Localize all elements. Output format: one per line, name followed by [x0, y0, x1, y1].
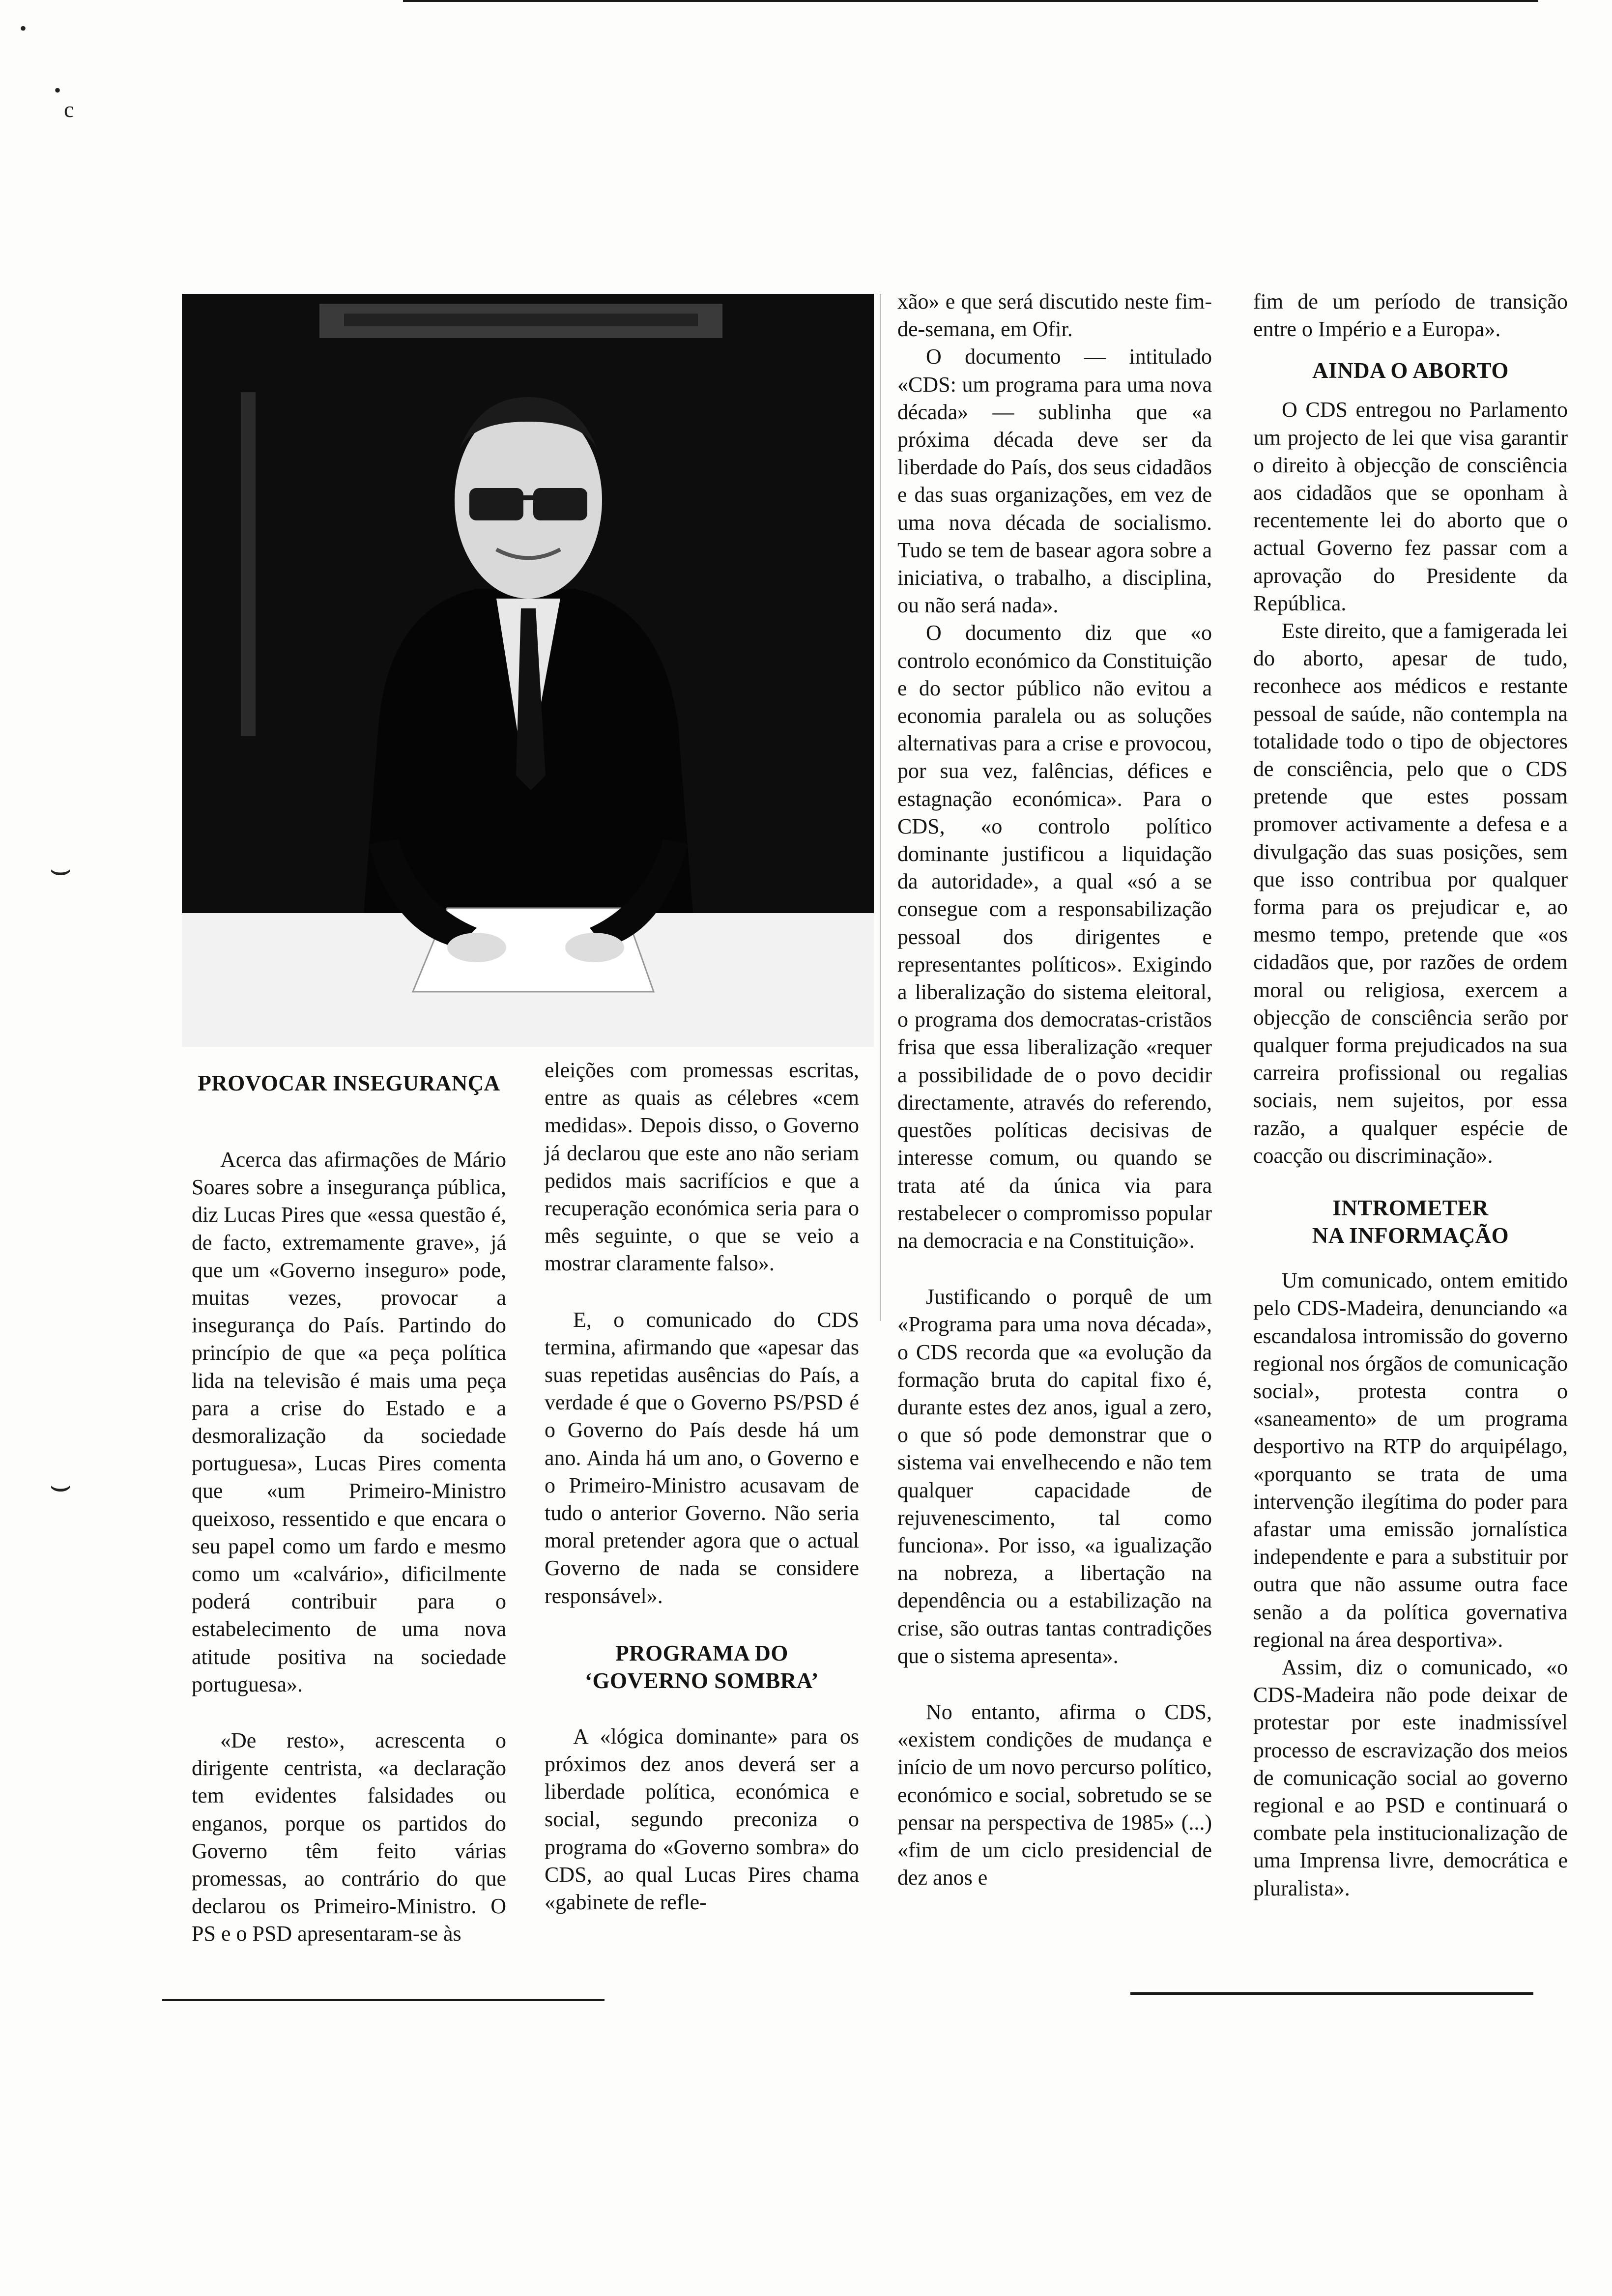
heading-programa-governo-sombra [545, 1639, 859, 1694]
paragraph: Este direito, que a famigerada lei do aborto, apesar de tudo, reconhece aos médicos e restante pessoal de saúde, não contempla na totalidade todo o tipo de objectores de consciência, pelo que o CDS pretende que estes possam promover activamente a defesa e a divulgação das suas posições, sem que isso contribua por qualquer forma para os prejudicar e, ao mesmo tempo, pretende que «os cidadãos que, por razões de ordem moral ou religiosa, exercem a objecção de consciência serão por qualquer forma prejudicados na sua carreira profissional ou regalias sociais, nem sujeitos, por essa razão, a qualquer espécie de coacção ou discriminação». [1253, 619, 1568, 1168]
heading-line: ‘GOVERNO SOMBRA’ [585, 1668, 819, 1693]
scan-dot: • [54, 79, 61, 101]
column-divider-mid [880, 294, 881, 1321]
paragraph: Um comunicado, ontem emitido pelo CDS-Madeira, denunciando «a escandalosa intromissão do governo regional nos órgãos de comunicação social», protesta contra o «saneamento» de um programa desportivo na RTP do arquipélago, «porquanto se trata de uma intervenção ilegítima do poder para afastar uma emissão jornalística independente e para a substituir por outra que não assume outra face senão a da política governativa regional na área desportiva». [1253, 1268, 1568, 1652]
scan-dot: • [20, 17, 27, 39]
paragraph: E, o comunicado do CDS termina, afirmando que «apesar das suas repetidas ausências do País, a verdade é que o Governo PS/PSD é o Governo do País desde há um ano. Ainda há um ano, o Governo e o Primeiro-Ministro acusavam de tudo o anterior Governo. Não seria moral pretender agora que o actual Governo de nada se considere responsável». [545, 1307, 859, 1608]
heading-intrometer-na-informacao [1253, 1194, 1568, 1249]
paragraph: Assim, diz o comunicado, «o CDS-Madeira não pode deixar de protestar por este inadmissível processo de escravização dos meios de comunicação social ao governo regional e ao PSD e continuará o combate pela institucionalização de uma Imprensa livre, democrática e pluralista». [1253, 1655, 1568, 1900]
paragraph: fim de um período de transição entre o Império e a Europa». [1253, 289, 1568, 342]
heading-line: PROGRAMA DO [615, 1640, 788, 1665]
column-1 [192, 1069, 506, 1948]
paragraph: xão» e que será discutido neste fim-de-semana, em Ofir. [897, 289, 1212, 342]
heading-line: NA INFORMAÇÃO [1312, 1223, 1509, 1248]
paragraph: Justificando o porquê de um «Programa para uma nova década», o CDS recorda que «a evolução da formação bruta do capital fixo é, durante estes dez anos, igual a zero, o que só pode demonstrar que o sistema vai envelhecendo e não tem qualquer capacidade de rejuvenescimento, tal como funciona». Por isso, «a igualização na nobreza, a libertação na dependência ou a estabilização na crise, são outras tantas contradições que o sistema apresenta». [897, 1285, 1212, 1668]
paragraph: No entanto, afirma o CDS, «existem condições de mudança e início de um novo percurso político, económico e social, sobretudo se se pensar na perspectiva de 1985» (...) «fim de um ciclo presidencial de dez anos e [897, 1699, 1212, 1890]
paragraph: A «lógica dominante» para os próximos dez anos deverá ser a liberdade política, económica e social, segundo preconiza o programa do «Governo sombra» do CDS, ao qual Lucas Pires chama «gabinete de refle- [545, 1724, 859, 1915]
column-2 [545, 1057, 859, 1916]
binding-ring-mark: c [64, 97, 74, 122]
binding-hole-mark: ⌣ [49, 851, 72, 889]
paragraph: O CDS entregou no Parlamento um projecto de lei que visa garantir o direito à objecção de consciência aos cidadãos que se oponham à recentemente lei do aborto que o actual Governo fez passar com a aprovação do Presidente da República. [1253, 398, 1568, 615]
heading-line: INTROMETER [1332, 1196, 1489, 1221]
binding-hole-mark: ⌣ [49, 1467, 72, 1505]
paragraph: O documento — intitulado «CDS: um programa para uma nova década» — sublinha que «a próxima década deve ser da liberdade do País, dos seus cidadãos e das suas organizações, em vez de uma nova década de socialismo. Tudo se tem de basear agora sobre a iniciativa, o trabalho, a disciplina, ou não será nada». [897, 344, 1212, 618]
paragraph: eleições com promessas escritas, entre as quais as célebres «cem medidas». Depois disso, o Governo já declarou que este ano não seriam pedidos mais sacrifícios e que a recuperação económica seria para o mês seguinte, o que se veio a mostrar claramente falso». [545, 1058, 859, 1276]
paragraph: Acerca das afirmações de Mário Soares sobre a insegurança pública, diz Lucas Pires que «essa questão é, de facto, extremamente grave», já que um «Governo inseguro» pode, muitas vezes, provocar a insegurança do País. Partindo do princípio de que «a peça política lida na televisão é mais uma peça para a crise do Estado e a desmoralização da sociedade portuguesa», Lucas Pires comenta que «um Primeiro-Ministro queixoso, ressentido e que encara o seu papel como um fardo e mesmo como um «calvário», dificilmente poderá contribuir para o estabelecimento de uma nova atitude positiva na sociedade portuguesa». [192, 1148, 506, 1696]
bottom-rule-left [162, 1999, 604, 2001]
column-4 [1253, 288, 1568, 1902]
heading-provocar-inseguranca: PROVOCAR INSEGURANÇA [198, 1071, 500, 1095]
top-rule [403, 0, 1538, 2]
photo-man-at-desk [182, 294, 874, 1047]
paragraph: O documento diz que «o controlo económico da Constituição e do sector público não evitou a economia paralela ou as soluções alternativas para a crise e provocou, por sua vez, falências, défices e estagnação económica». Para o CDS, «o controlo político dominante justificou a liquidação da autoridade», a qual «só a se consegue com a responsabilização pessoal dos dirigentes e representantes políticos». Exigindo a liberalização do sistema eleitoral, o programa dos democratas-cristãos frisa que essa liberalização «requer a possibilidade de o povo decidir directamente, através do referendo, questões políticas decisivas de interesse comum, ou quando se trata até da única via para restabelecer o compromisso popular na democracia e na Constituição». [897, 621, 1212, 1253]
column-3 [897, 288, 1212, 1892]
photo-illustration [182, 294, 874, 1047]
heading-ainda-o-aborto: AINDA O ABORTO [1312, 358, 1509, 383]
paragraph: «De resto», acrescenta o dirigente centrista, «a declaração tem evidentes falsidades ou enganos, porque os partidos do Governo têm feito várias promessas, ao contrário do que declarou os Primeiro-Ministro. O PS e o PSD apresentaram-se às [192, 1728, 506, 1946]
bottom-rule-right [1130, 1992, 1533, 1995]
